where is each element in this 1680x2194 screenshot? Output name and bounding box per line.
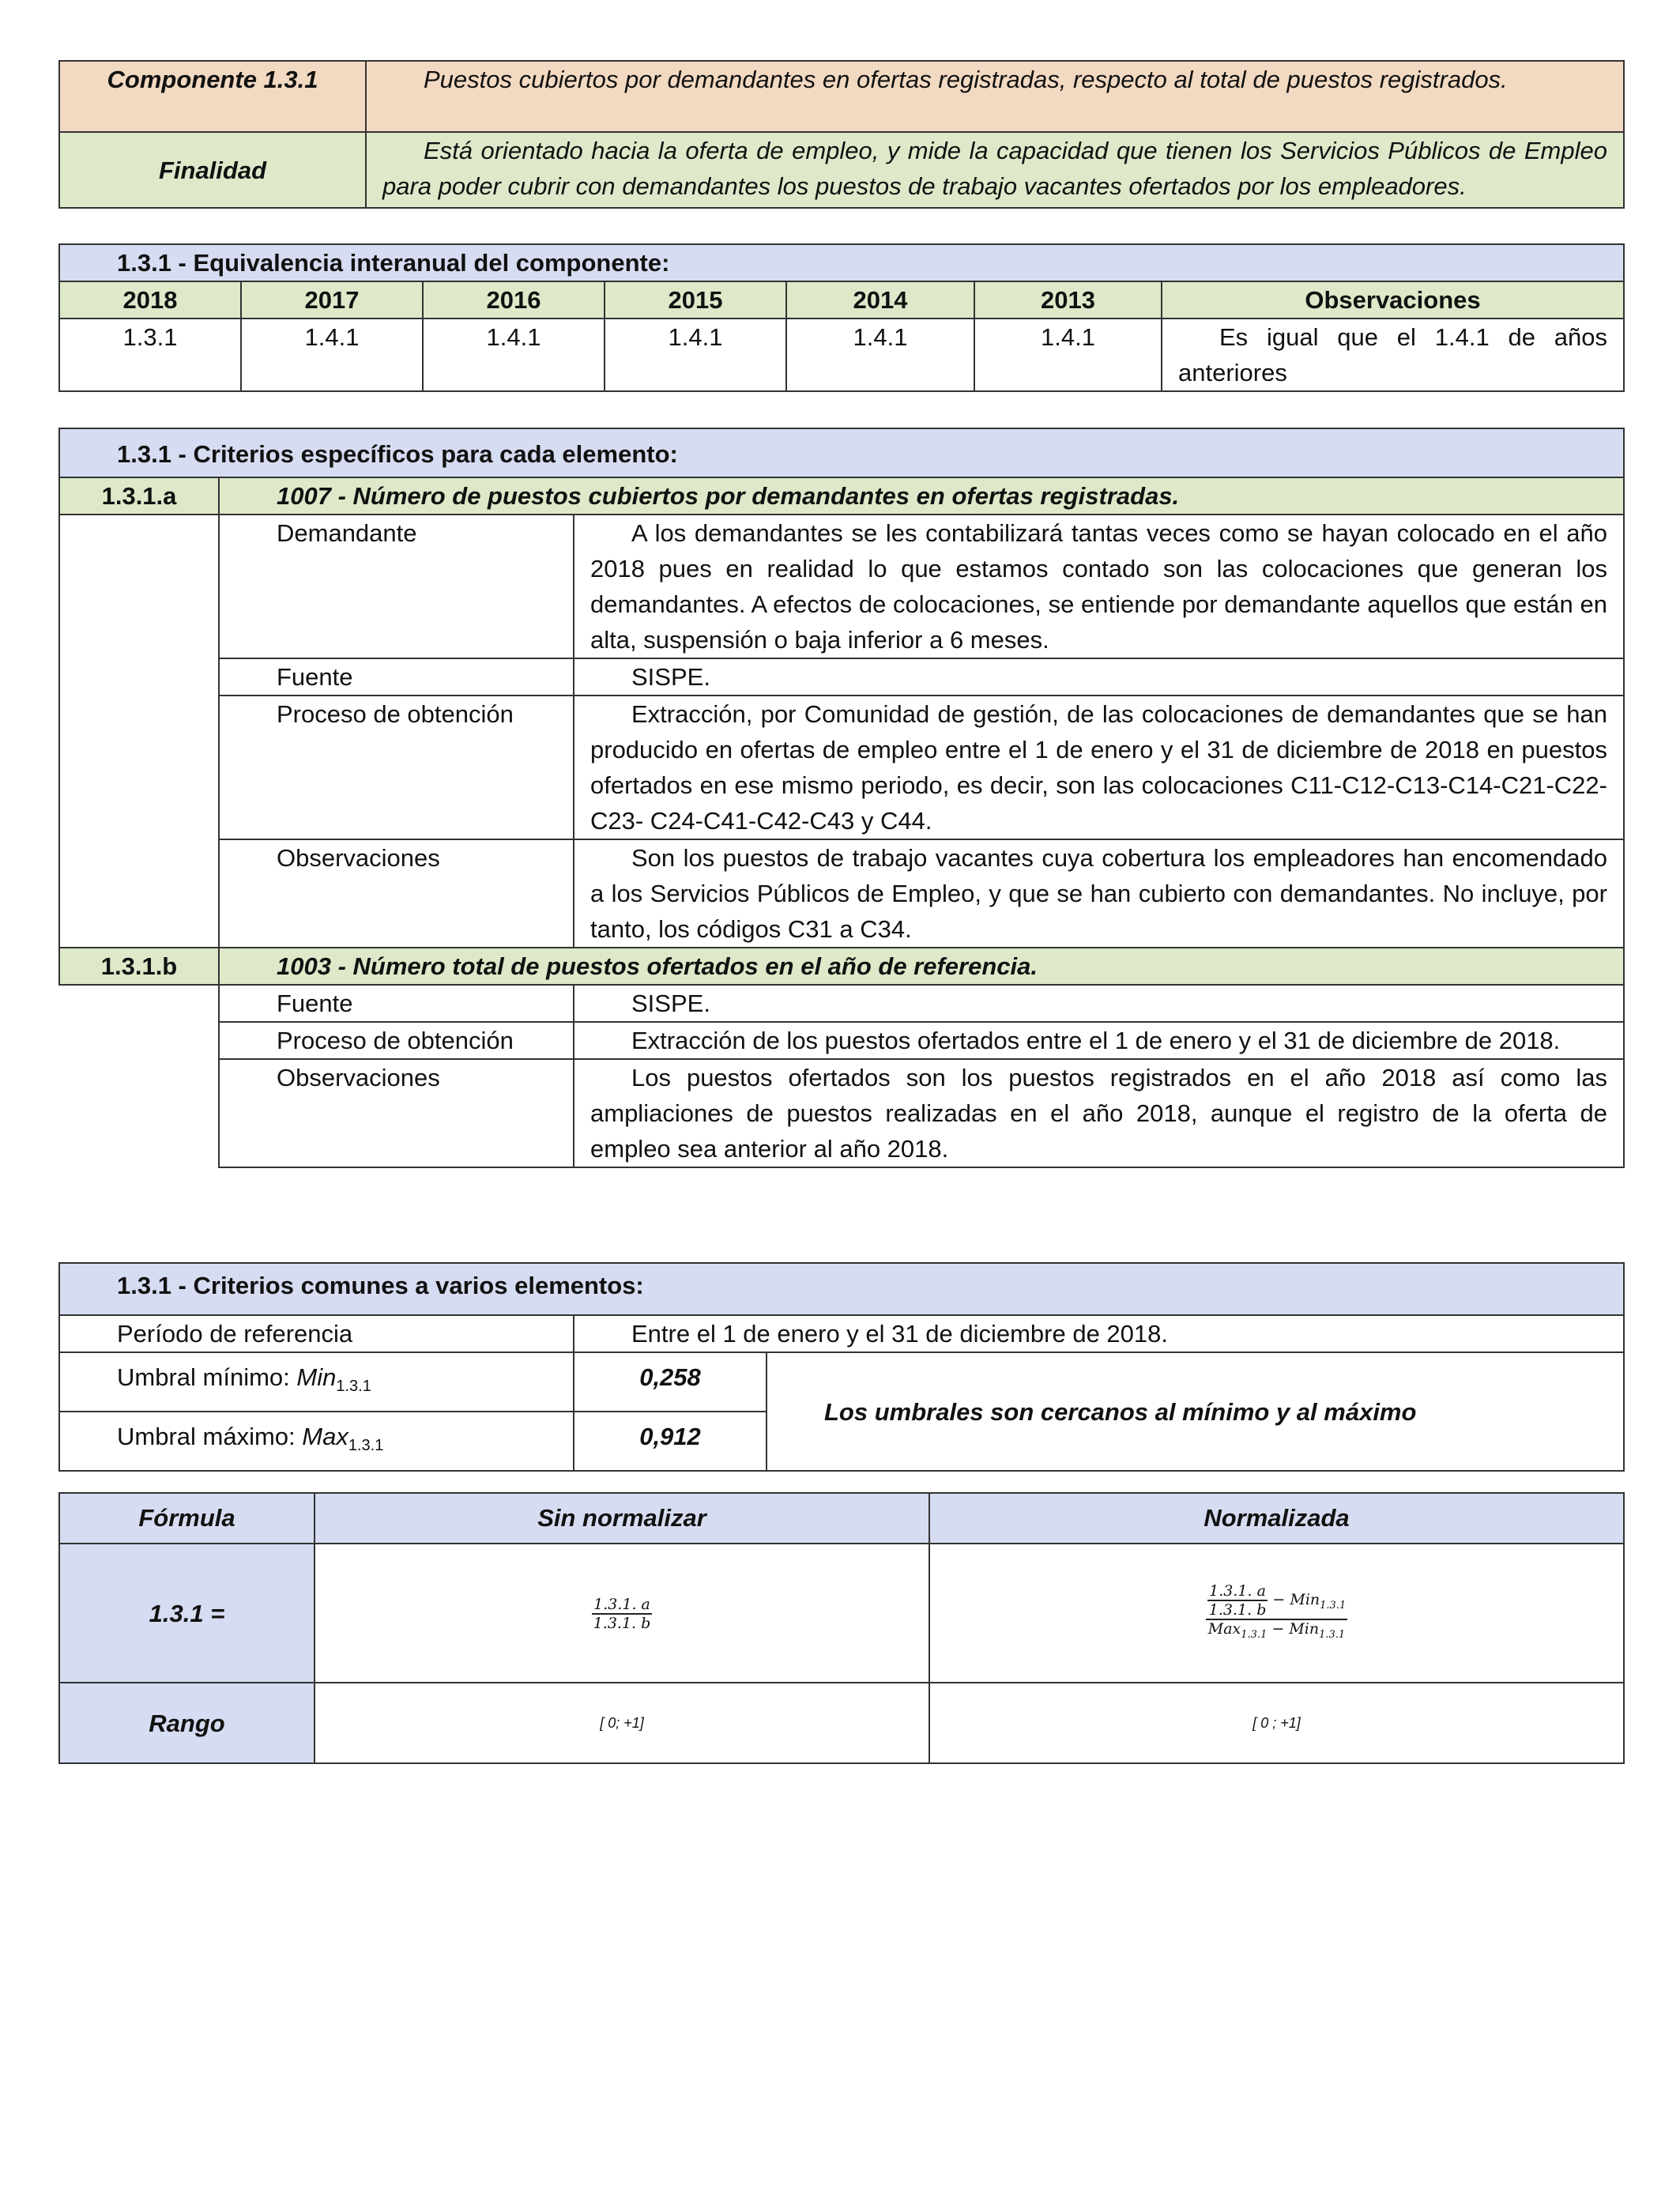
equivalencia-value: 1.4.1 bbox=[786, 319, 974, 391]
element-b-row bbox=[59, 1022, 1624, 1059]
year-header: 2014 bbox=[786, 281, 974, 319]
element-a-spacer bbox=[59, 515, 219, 948]
finalidad-text: Está orientado hacia la oferta de empleo, y mide la capacidad que tienen los Servicios Públicos de Empleo para poder cubrir con demandantes los puestos de trabajo vacantes ofertados por los empleadores. bbox=[366, 132, 1624, 208]
equivalencia-title: 1.3.1 - Equivalencia interanual del componente: bbox=[59, 244, 1624, 281]
criterios-title: 1.3.1 - Criterios específicos para cada elemento: bbox=[59, 428, 1624, 477]
year-header: 2018 bbox=[59, 281, 241, 319]
rango-sin-normalizar: [ 0; +1] bbox=[315, 1683, 929, 1763]
equivalencia-value: 1.4.1 bbox=[605, 319, 786, 391]
row-text: A los demandantes se les contabilizará tantas veces como se hayan colocado en el año 2018 pues en realidad lo que estamos contado son las colocaciones que generan los demandantes. A efectos de colocaciones, se entiende por demandante aquellos que están en alta, suspensión o baja inferior a 6 meses. bbox=[574, 515, 1624, 658]
min-row bbox=[59, 1352, 1624, 1412]
periodo-label: Período de referencia bbox=[59, 1315, 574, 1352]
umbral-max-value: 0,912 bbox=[574, 1412, 767, 1471]
year-header: 2015 bbox=[605, 281, 786, 319]
rango-normalizada: [ 0 ; +1] bbox=[929, 1683, 1624, 1763]
formula-sin-normalizar bbox=[315, 1544, 929, 1683]
row-text: Los puestos ofertados son los puestos registrados en el año 2018 así como las ampliaciones de puestos realizadas en el año 2018, aunque el registro de la oferta de empleo sea anterior al año 2018. bbox=[574, 1059, 1624, 1167]
fraction-sin-normalizar: $\frac{1.3.1. a}{1.3.1. b}$ bbox=[593, 1595, 651, 1632]
equivalencia-table bbox=[58, 243, 1625, 392]
umbral-min-value: 0,258 bbox=[574, 1352, 767, 1412]
umbrales-note: Los umbrales son cercanos al mínimo y al máximo bbox=[767, 1352, 1624, 1471]
equivalencia-observaciones: Es igual que el 1.4.1 de años anteriores bbox=[1162, 319, 1624, 391]
componente-table bbox=[58, 60, 1625, 209]
row-text: Son los puestos de trabajo vacantes cuya cobertura los empleadores han encomendado a los Servicios Públicos de Empleo, y que se han cubierto con demandantes. No incluye, por tanto, los códigos C31 a C34. bbox=[574, 839, 1624, 948]
fraction-normalizada: $\frac{1.3.1. a}{1.3.1. b}$ − Min$_{1.3.1}$ Max$_{1.3.1}$ − Min$_{1.3.1}$ bbox=[1206, 1582, 1347, 1644]
sin-normalizar-header: Sin normalizar bbox=[315, 1493, 929, 1544]
equivalencia-value: 1.4.1 bbox=[423, 319, 605, 391]
year-header: 2016 bbox=[423, 281, 605, 319]
element-a-row bbox=[59, 658, 1624, 696]
year-header: 2017 bbox=[241, 281, 423, 319]
row-label: Observaciones bbox=[219, 1059, 574, 1167]
row-text: Extracción, por Comunidad de gestión, de las colocaciones de demandantes que se han producido en ofertas de empleo entre el 1 de enero y el 31 de diciembre de 2018 en puestos ofertados en ese mismo periodo, es decir, son las colocaciones C11-C12-C13-C14-C21-C22-C23- C24-C41-C42-C43 y C44. bbox=[574, 696, 1624, 839]
element-a-title: 1007 - Número de puestos cubiertos por demandantes en ofertas registradas. bbox=[219, 477, 1624, 515]
element-b-row bbox=[59, 985, 1624, 1022]
row-text: Extracción de los puestos ofertados entre el 1 de enero y el 31 de diciembre de 2018. bbox=[574, 1022, 1624, 1059]
element-a-row bbox=[59, 839, 1624, 948]
element-b-code: 1.3.1.b bbox=[59, 948, 219, 985]
row-label: Proceso de obtención bbox=[219, 696, 574, 839]
element-b-spacer bbox=[59, 985, 219, 1167]
formula-table bbox=[58, 1492, 1625, 1764]
row-text: SISPE. bbox=[574, 985, 1624, 1022]
row-label: Demandante bbox=[219, 515, 574, 658]
equivalencia-header-row bbox=[59, 281, 1624, 319]
componente-label: Componente 1.3.1 bbox=[59, 61, 366, 132]
row-label: Proceso de obtención bbox=[219, 1022, 574, 1059]
componente-text: Puestos cubiertos por demandantes en ofertas registradas, respecto al total de puestos registrados. bbox=[366, 61, 1624, 132]
umbral-max-label: Umbral máximo: Max$_{1.3.1}$ bbox=[59, 1412, 574, 1471]
observaciones-header: Observaciones bbox=[1162, 281, 1624, 319]
year-header: 2013 bbox=[974, 281, 1162, 319]
normalizada-header: Normalizada bbox=[929, 1493, 1624, 1544]
finalidad-label: Finalidad bbox=[59, 132, 366, 208]
row-label: Fuente bbox=[219, 658, 574, 696]
formula-normalizada bbox=[929, 1544, 1624, 1683]
formula-col-header: Fórmula bbox=[59, 1493, 315, 1544]
rango-label: Rango bbox=[59, 1683, 315, 1763]
periodo-value: Entre el 1 de enero y el 31 de diciembre de 2018. bbox=[574, 1315, 1624, 1352]
equivalencia-value: 1.3.1 bbox=[59, 319, 241, 391]
periodo-row bbox=[59, 1315, 1624, 1352]
row-text: SISPE. bbox=[574, 658, 1624, 696]
element-b-title: 1003 - Número total de puestos ofertados en el año de referencia. bbox=[219, 948, 1624, 985]
element-a-row bbox=[59, 696, 1624, 839]
comunes-title: 1.3.1 - Criterios comunes a varios elementos: bbox=[59, 1263, 1624, 1315]
equivalencia-value-row bbox=[59, 319, 1624, 391]
umbral-min-label: Umbral mínimo: Min$_{1.3.1}$ bbox=[59, 1352, 574, 1412]
element-b-row bbox=[59, 1059, 1624, 1167]
row-label: Observaciones bbox=[219, 839, 574, 948]
criterios-table bbox=[58, 428, 1625, 1168]
row-label: Fuente bbox=[219, 985, 574, 1022]
equivalencia-value: 1.4.1 bbox=[241, 319, 423, 391]
equivalencia-value: 1.4.1 bbox=[974, 319, 1162, 391]
formula-row-label: 1.3.1 = bbox=[59, 1544, 315, 1683]
element-a-code: 1.3.1.a bbox=[59, 477, 219, 515]
comunes-table bbox=[58, 1262, 1625, 1472]
element-a-row bbox=[59, 515, 1624, 658]
